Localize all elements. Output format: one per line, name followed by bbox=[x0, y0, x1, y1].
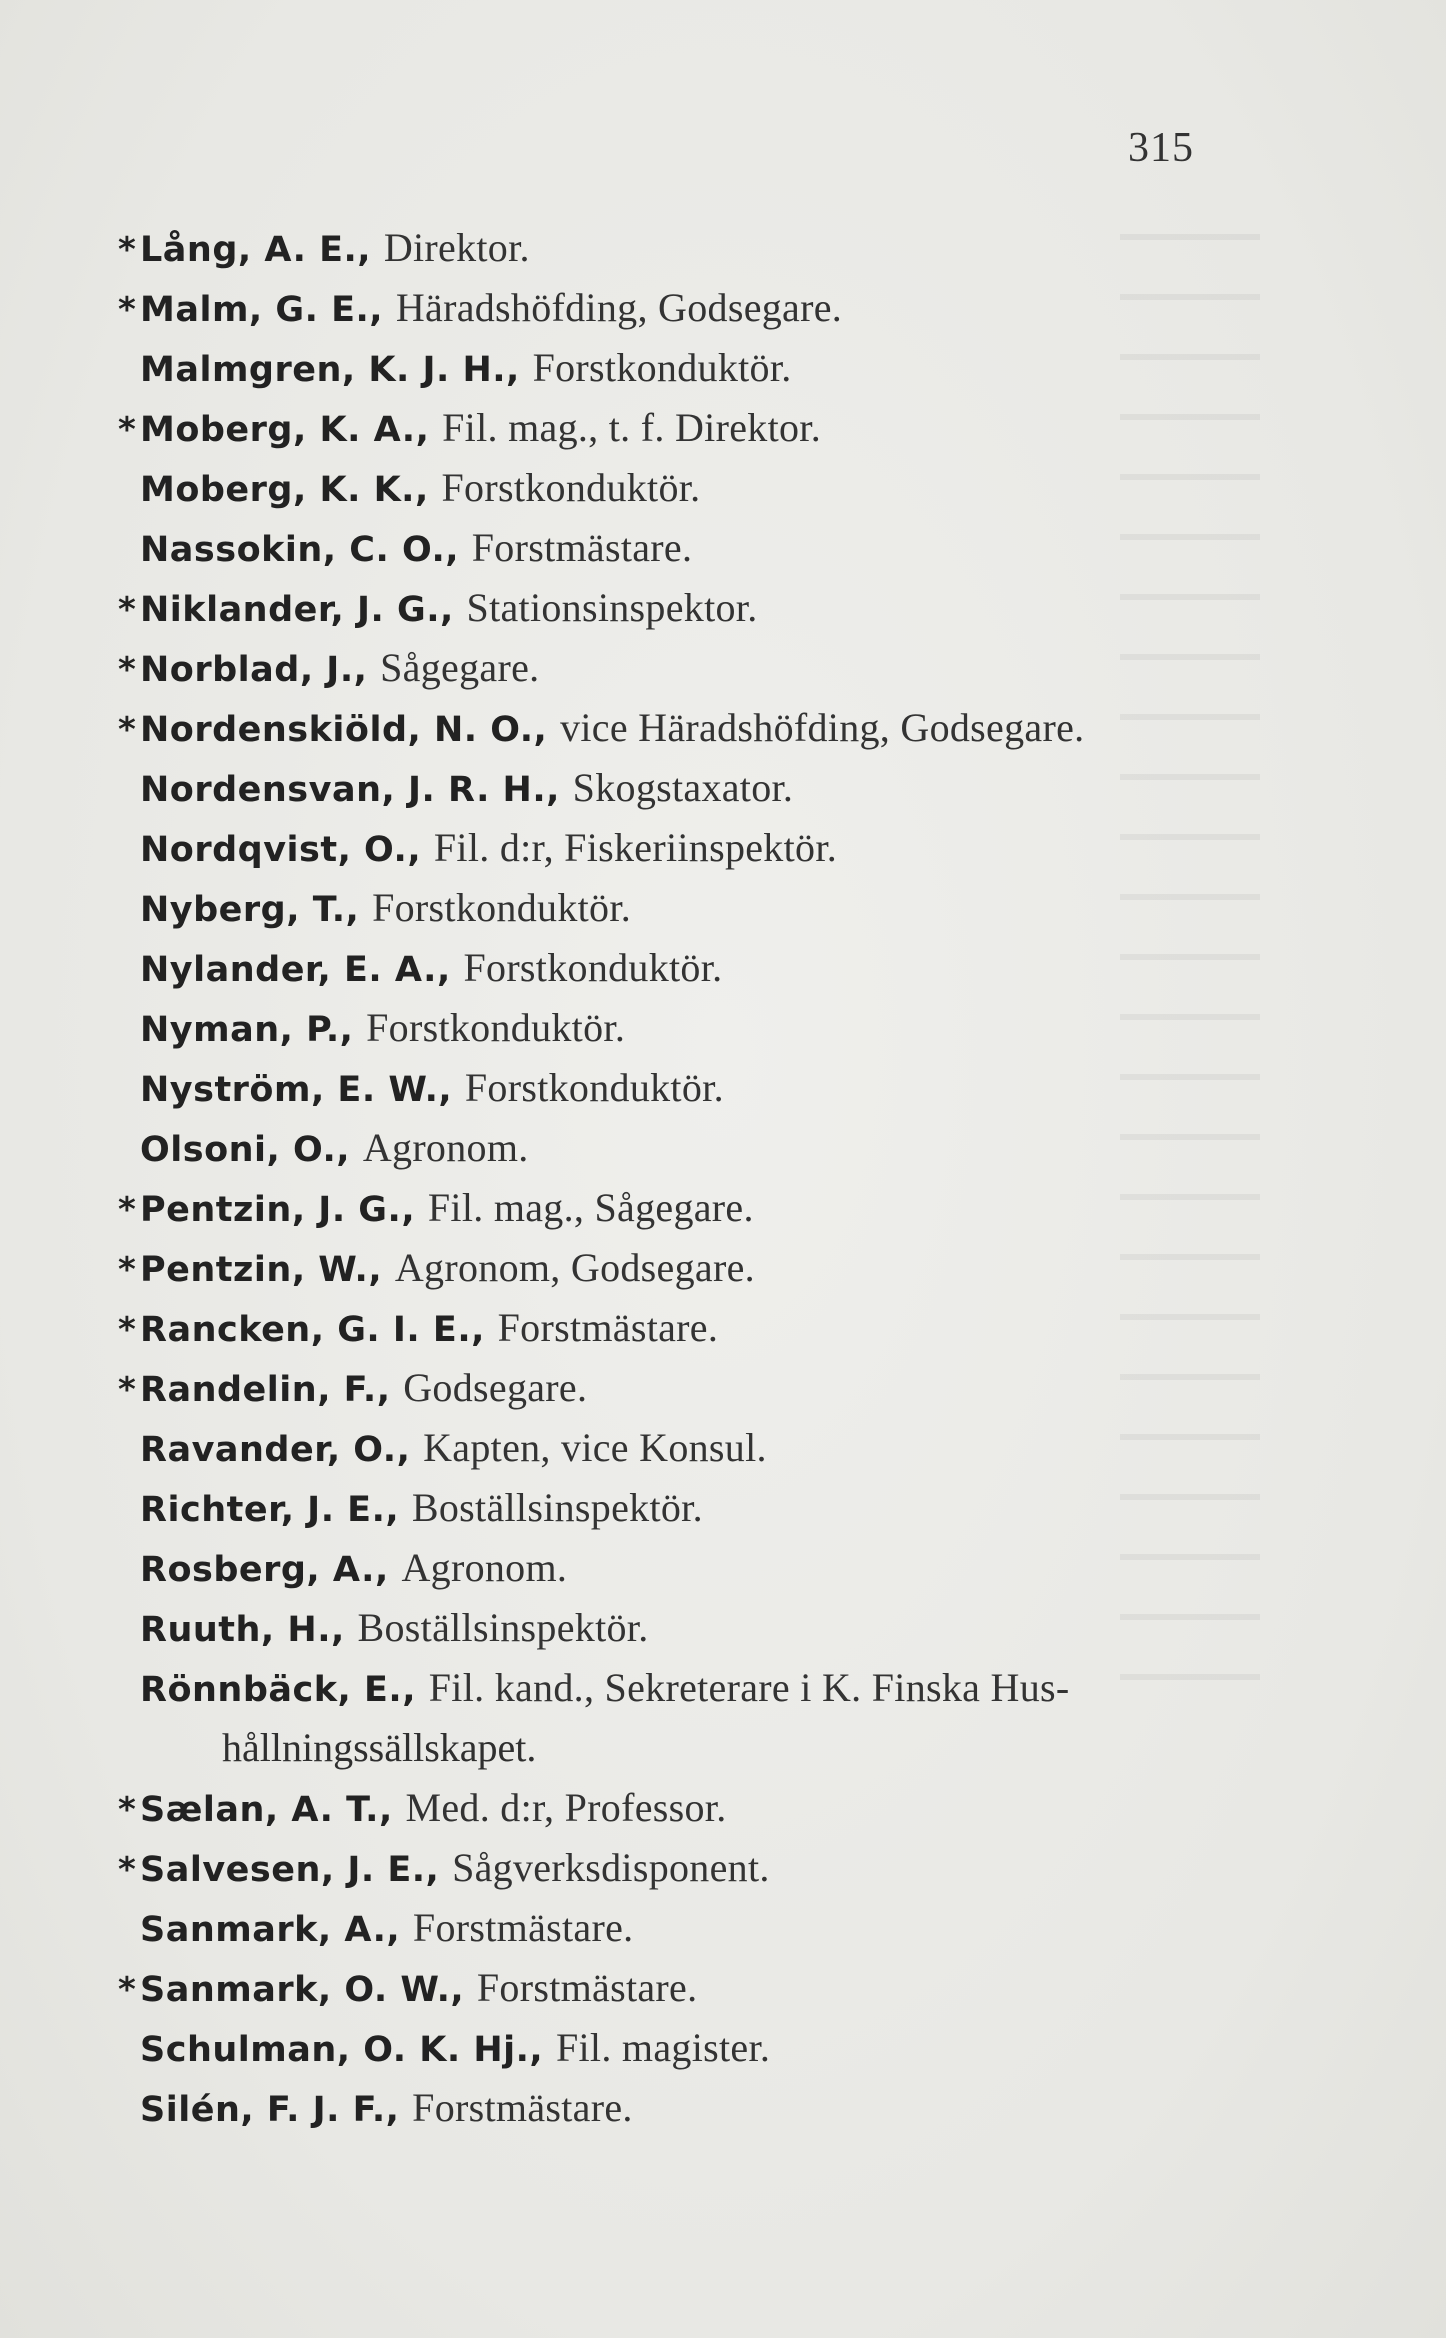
entry-name: Niklander, J. G., bbox=[140, 590, 454, 630]
entry-name: Malm, G. E., bbox=[140, 290, 384, 330]
asterisk-mark: * bbox=[118, 1310, 136, 1350]
entry-name: Rosberg, A., bbox=[140, 1550, 389, 1590]
entry-title: Sågegare. bbox=[380, 645, 540, 690]
entry-name: Nordqvist, O., bbox=[140, 830, 422, 870]
asterisk-mark: * bbox=[118, 1790, 136, 1830]
list-item bbox=[118, 878, 1278, 938]
asterisk-mark: * bbox=[118, 650, 136, 690]
entry-title: Skogstaxator. bbox=[572, 765, 794, 810]
list-item bbox=[118, 1478, 1278, 1538]
entry-name: Randelin, F., bbox=[140, 1370, 391, 1410]
list-item bbox=[118, 938, 1278, 998]
entry-title: Forstkonduktör. bbox=[366, 1005, 626, 1050]
asterisk-mark: * bbox=[118, 1190, 136, 1230]
asterisk-mark: * bbox=[118, 1250, 136, 1290]
entry-name: Nordensvan, J. R. H., bbox=[140, 770, 560, 810]
entry-continuation: hållningssällskapet. bbox=[222, 1725, 537, 1770]
entry-name: Lång, A. E., bbox=[140, 230, 372, 270]
list-item bbox=[118, 818, 1278, 878]
entry-title: Häradshöfding, Godsegare. bbox=[395, 285, 843, 330]
entry-name: Silén, F. J. F., bbox=[140, 2090, 400, 2130]
list-item bbox=[118, 458, 1278, 518]
entry-title: Forstkonduktör. bbox=[463, 945, 723, 990]
entry-title: Godsegare. bbox=[403, 1365, 588, 1410]
entry-title: Med. d:r, Professor. bbox=[405, 1785, 727, 1830]
entry-name: Sanmark, O. W., bbox=[140, 1970, 465, 2010]
entry-title: vice Häradshöfding, Godsegare. bbox=[560, 705, 1085, 750]
entry-name: Ravander, O., bbox=[140, 1430, 411, 1470]
list-item bbox=[118, 1358, 1278, 1418]
entry-name: Pentzin, J. G., bbox=[140, 1190, 416, 1230]
list-item bbox=[118, 1898, 1278, 1958]
entry-title: Agronom. bbox=[362, 1125, 529, 1170]
asterisk-mark: * bbox=[118, 410, 136, 450]
entry-title: Forstmästare. bbox=[497, 1305, 719, 1350]
list-item bbox=[118, 1598, 1278, 1658]
list-item bbox=[118, 1058, 1278, 1118]
entry-name: Nassokin, C. O., bbox=[140, 530, 460, 570]
asterisk-mark: * bbox=[118, 710, 136, 750]
entry-title: Forstkonduktör. bbox=[532, 345, 792, 390]
entry-title: Kapten, vice Konsul. bbox=[423, 1425, 767, 1470]
entry-title: Forstmästare. bbox=[471, 525, 693, 570]
list-item bbox=[118, 1178, 1278, 1238]
list-item bbox=[118, 1118, 1278, 1178]
entry-name: Nyman, P., bbox=[140, 1010, 354, 1050]
entry-title: Sågverksdisponent. bbox=[452, 1845, 770, 1890]
list-item bbox=[118, 2018, 1278, 2078]
list-item bbox=[118, 1838, 1278, 1898]
asterisk-mark: * bbox=[118, 230, 136, 270]
entry-name: Ruuth, H., bbox=[140, 1610, 345, 1650]
entry-name: Nylander, E. A., bbox=[140, 950, 451, 990]
list-item bbox=[118, 638, 1278, 698]
entry-title: Fil. d:r, Fiskeriinspektör. bbox=[433, 825, 838, 870]
entry-title: Forstmästare. bbox=[412, 1905, 634, 1950]
entry-title: Agronom, Godsegare. bbox=[394, 1245, 755, 1290]
list-item bbox=[118, 1778, 1278, 1838]
list-item bbox=[118, 1958, 1278, 2018]
list-item bbox=[118, 998, 1278, 1058]
list-item bbox=[118, 398, 1278, 458]
entry-title: Forstkonduktör. bbox=[464, 1065, 724, 1110]
list-item bbox=[118, 698, 1278, 758]
list-item bbox=[118, 1298, 1278, 1358]
entry-title: Direktor. bbox=[383, 225, 530, 270]
entry-name: Sanmark, A., bbox=[140, 1910, 401, 1950]
list-item bbox=[118, 1238, 1278, 1298]
asterisk-mark: * bbox=[118, 1370, 136, 1410]
entry-name: Malmgren, K. J. H., bbox=[140, 350, 520, 390]
page-number: 315 bbox=[1128, 125, 1194, 171]
entry-title: Fil. mag., t. f. Direktor. bbox=[442, 405, 821, 450]
list-item bbox=[118, 338, 1278, 398]
entry-title: Fil. magister. bbox=[555, 2025, 771, 2070]
asterisk-mark: * bbox=[118, 1850, 136, 1890]
entry-title: Agronom. bbox=[401, 1545, 568, 1590]
list-item bbox=[118, 218, 1278, 278]
entry-name: Pentzin, W., bbox=[140, 1250, 383, 1290]
asterisk-mark: * bbox=[118, 290, 136, 330]
entry-name: Moberg, K. A., bbox=[140, 410, 430, 450]
entry-name: Nyberg, T., bbox=[140, 890, 360, 930]
entry-name: Nordenskiöld, N. O., bbox=[140, 710, 548, 750]
entry-name: Schulman, O. K. Hj., bbox=[140, 2030, 544, 2070]
entry-title: Stationsinspektor. bbox=[466, 585, 758, 630]
entry-title: Boställsinspektör. bbox=[357, 1605, 649, 1650]
entry-title: Forstmästare. bbox=[476, 1965, 698, 2010]
entry-name: Richter, J. E., bbox=[140, 1490, 400, 1530]
entry-name: Rönnbäck, E., bbox=[140, 1670, 417, 1710]
asterisk-mark: * bbox=[118, 1970, 136, 2010]
entry-name: Salvesen, J. E., bbox=[140, 1850, 440, 1890]
list-item bbox=[118, 1658, 1278, 1718]
entry-name: Sælan, A. T., bbox=[140, 1790, 393, 1830]
list-item bbox=[118, 1538, 1278, 1598]
entry-title: Fil. mag., Sågegare. bbox=[427, 1185, 754, 1230]
entry-name: Norblad, J., bbox=[140, 650, 368, 690]
list-item bbox=[118, 1418, 1278, 1478]
entry-title: Fil. kand., Sekreterare i K. Finska Hus- bbox=[428, 1665, 1070, 1710]
entry-title: Forstmästare. bbox=[412, 2085, 633, 2130]
entry-name: Moberg, K. K., bbox=[140, 470, 429, 510]
member-list bbox=[118, 218, 1278, 2138]
list-item bbox=[118, 518, 1278, 578]
entry-title: Forstkonduktör. bbox=[441, 465, 701, 510]
entry-name: Olsoni, O., bbox=[140, 1130, 351, 1170]
list-item bbox=[118, 758, 1278, 818]
list-item bbox=[118, 578, 1278, 638]
entry-title: Forstkonduktör. bbox=[372, 885, 632, 930]
entry-name: Nyström, E. W., bbox=[140, 1070, 453, 1110]
entry-title: Boställsinspektör. bbox=[411, 1485, 703, 1530]
asterisk-mark: * bbox=[118, 590, 136, 630]
list-item bbox=[118, 2078, 1278, 2138]
list-item bbox=[118, 278, 1278, 338]
entry-name: Rancken, G. I. E., bbox=[140, 1310, 485, 1350]
